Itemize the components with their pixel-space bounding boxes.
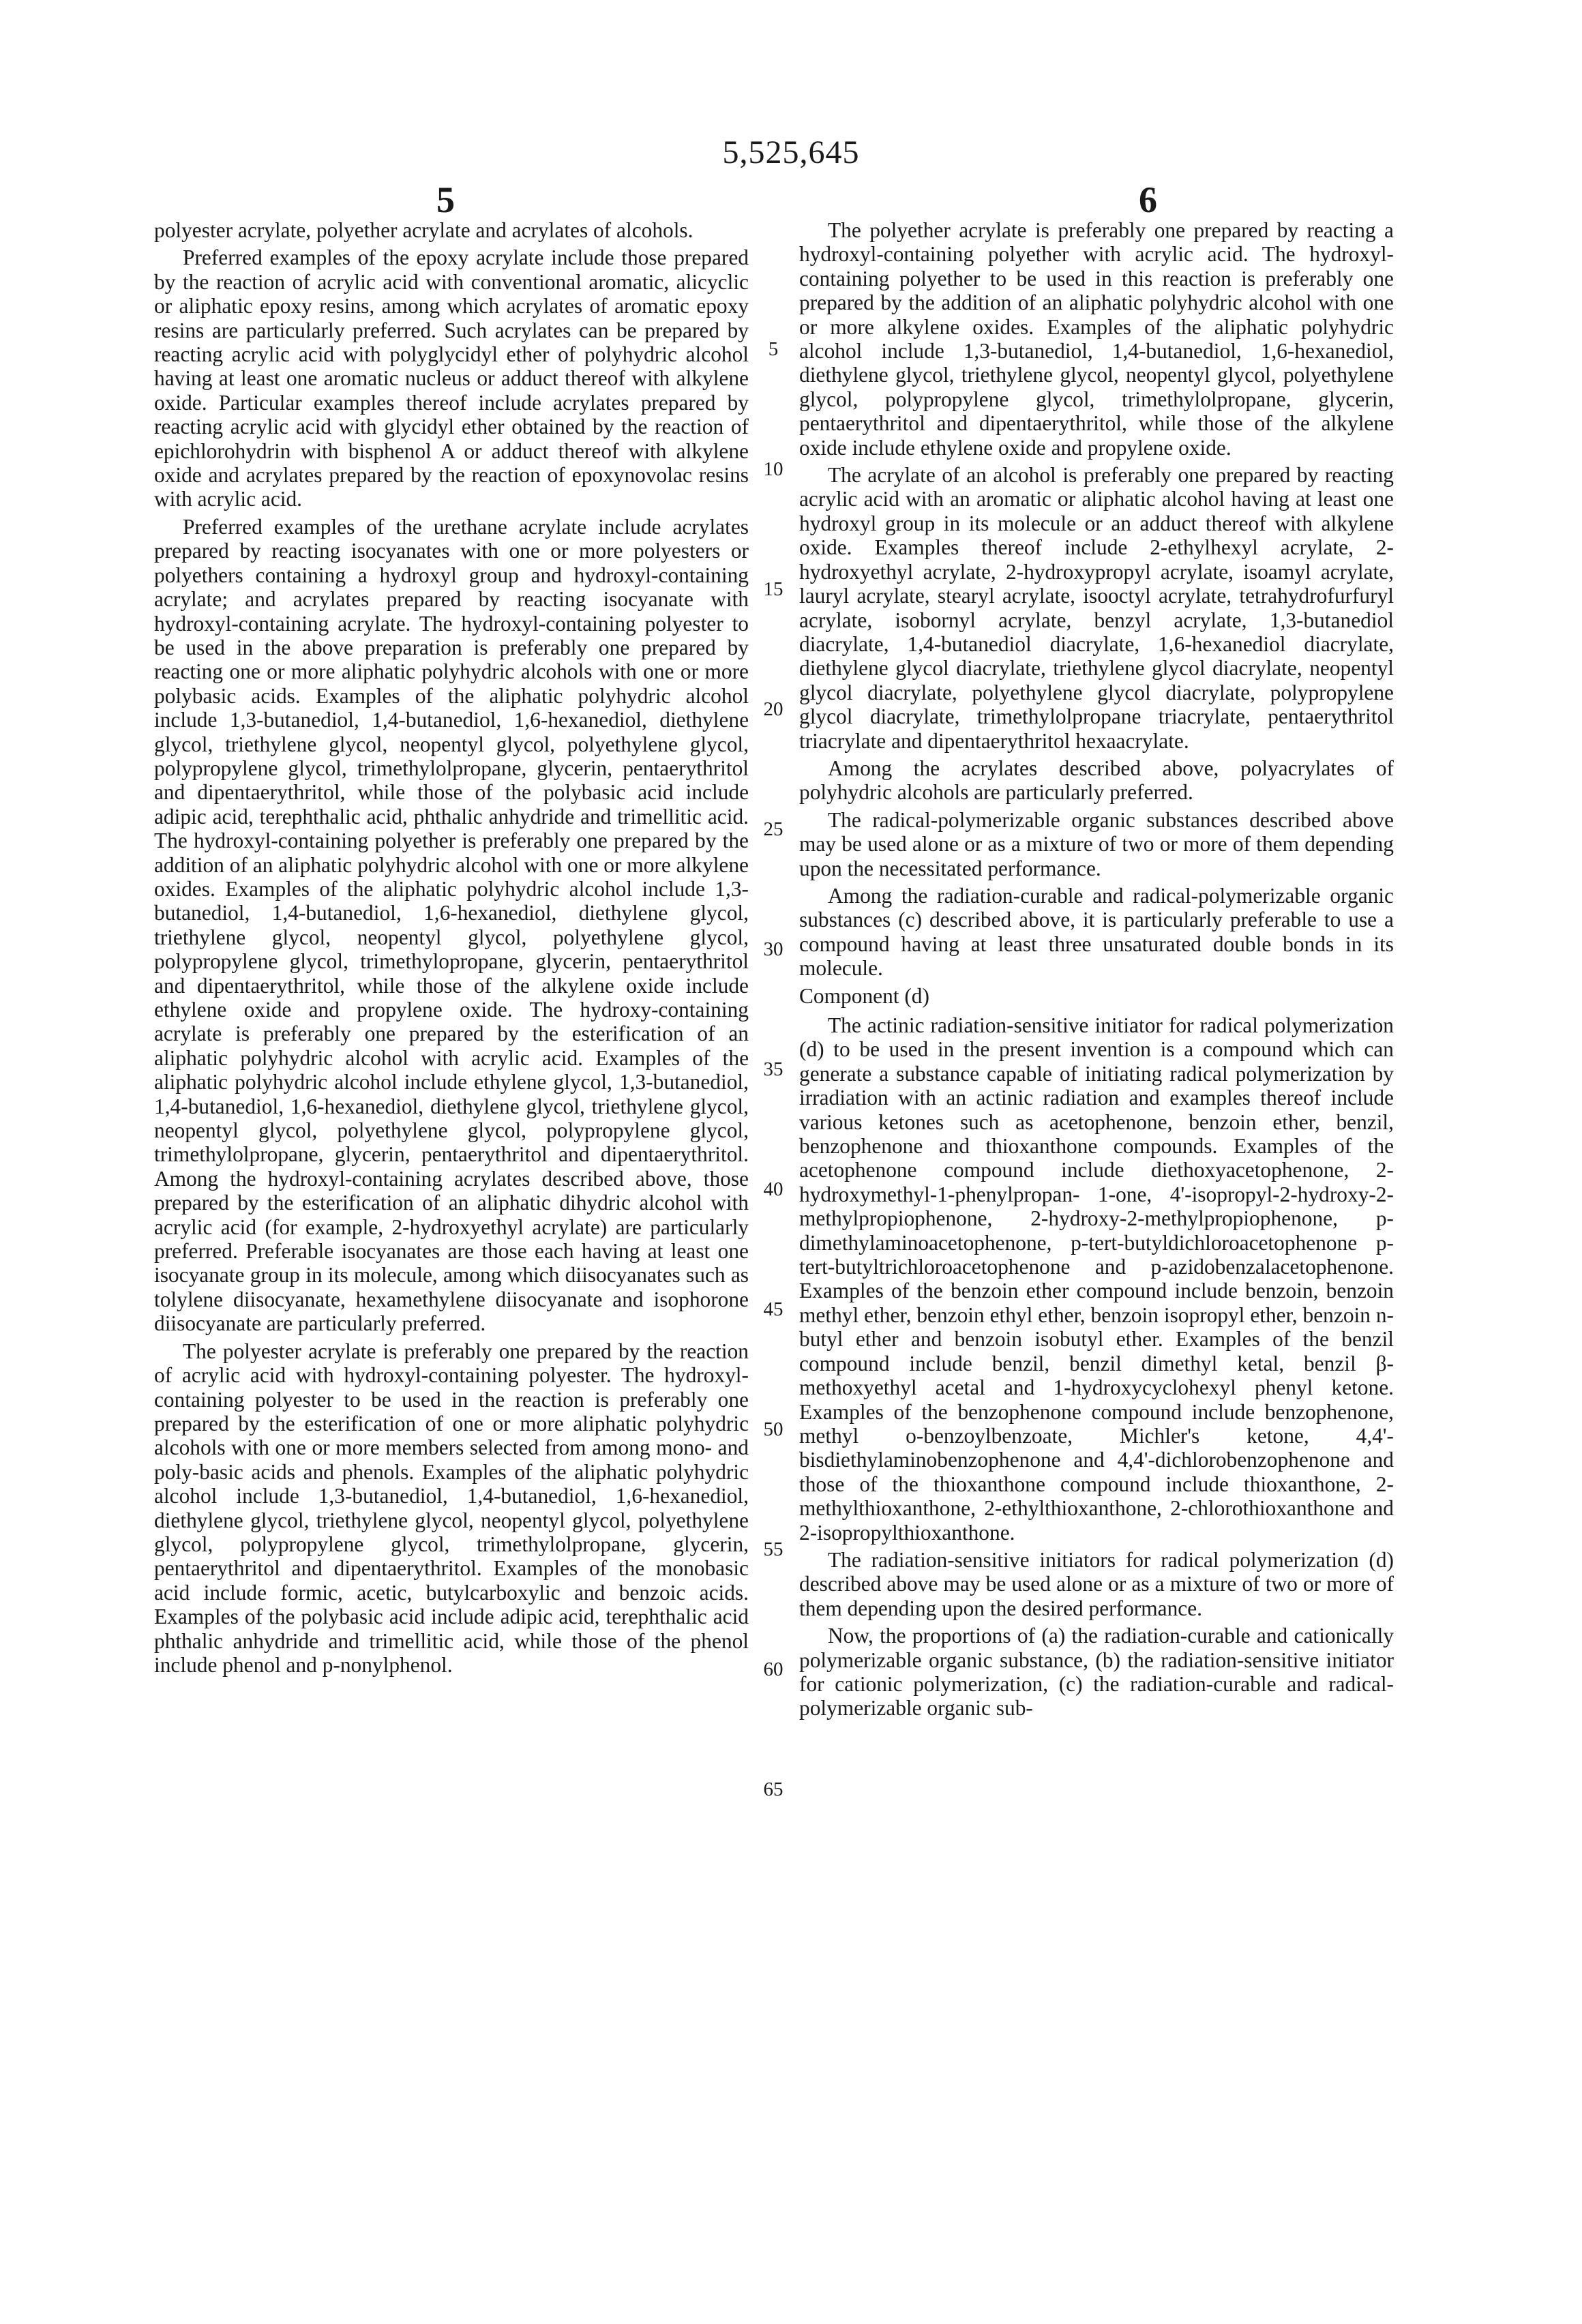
paragraph: The actinic radiation-sensitive initiator for radical polymerization (d) to be used in the present invention is a compound which can generate a substance capable of initiating radical polymerization by irradiation with an actinic radiation and examples thereof include various ketones such as acetophenone, benzoin ether, benzil, benzophenone and thioxanthone compounds. Examples of the acetophenone compound include diethoxyacetophenone, 2-hydroxymethyl-1-phenylpropan- 1-one, 4'-isopropyl-2-hydroxy-2-methylpropiophenone, 2-hydroxy-2-methylpropiophenone, p-dimethylaminoacetophenone, p-tert-butyldichloroacetophenone p-tert-butyltrichloroacetophenone and p-azidobenzalacetophenone. Examples of the benzoin ether compound include benzoin, benzoin methyl ether, benzoin ethyl ether, benzoin isopropyl ether, benzoin n-butyl ether and benzoin isobutyl ether. Examples of the benzil compound include benzil, benzil dimethyl ketal, benzil β-methoxyethyl acetal and 1-hydroxycyclohexyl phenyl ketone. Examples of the benzophenone compound include benzophenone, methyl o-benzoylbenzoate, Michler's ketone, 4,4'-bisdiethylaminobenzophenone and 4,4'-dichlorobenzophenone and those of the thioxanthone compound include thioxanthone, 2-methylthioxanthone, 2-ethylthioxanthone, 2-chlorothioxanthone and 2-isopropylthioxanthone. — [799, 1013, 1394, 1545]
paragraph: The polyether acrylate is preferably one prepared by reacting a hydroxyl-containing polyether with acrylic acid. The hydroxyl-containing polyether to be used in this reaction is preferably one prepared by the addition of an aliphatic polyhydric alcohol with one or more alkylene oxides. Examples of the aliphatic polyhydric alcohol include 1,3-butanediol, 1,4-butanediol, 1,6-hexanediol, diethylene glycol, triethylene glycol, neopentyl glycol, polyethylene glycol, polypropylene glycol, trimethylolpropane, glycerin, pentaerythritol and dipentaerythritol, while those of the alkylene oxide include ethylene oxide and propylene oxide. — [799, 218, 1394, 460]
patent-number: 5,525,645 — [0, 134, 1582, 171]
page-number-left: 5 — [436, 179, 455, 221]
line-number: 10 — [758, 458, 788, 481]
line-number: 50 — [758, 1418, 788, 1441]
page-number-right: 6 — [1139, 179, 1157, 221]
line-number: 5 — [758, 338, 788, 361]
line-number: 60 — [758, 1658, 788, 1681]
left-column — [154, 218, 749, 1680]
paragraph: Preferred examples of the urethane acrylate include acrylates prepared by reacting isocyanates with one or more polyesters or polyethers containing a hydroxyl group and hydroxyl-containing acrylate; and acrylates prepared by reacting isocyanate with hydroxyl-containing acrylate. The hydroxyl-containing polyester to be used in the above preparation is preferably one prepared by reacting one or more aliphatic polyhydric alcohols with one or more polybasic acids. Examples of the aliphatic polyhydric alcohol include 1,3-butanediol, 1,4-butanediol, 1,6-hexanediol, diethylene glycol, triethylene glycol, neopentyl glycol, polyethylene glycol, polypropylene glycol, trimethylolpropane, glycerin, pentaerythritol and dipentaerythritol, while those of the polybasic acid include adipic acid, terephthalic acid, phthalic anhydride and trimellitic acid. The hydroxyl-containing polyether is preferably one prepared by the addition of an aliphatic polyhydric alcohol with one or more alkylene oxides. Examples of the aliphatic polyhydric alcohol include 1,3-butanediol, 1,4-butanediol, 1,6-hexanediol, diethylene glycol, triethylene glycol, neopentyl glycol, polyethylene glycol, polypropylene glycol, trimethylopropane, glycerin, pentaerythritol and dipentaerythritol, while those of the alkylene oxide include ethylene oxide and propylene oxide. The hydroxy-containing acrylate is preferably one prepared by the esterification of an aliphatic polyhydric alcohol with acrylic acid. Examples of the aliphatic polyhydric alcohol include ethylene glycol, 1,3-butanediol, 1,4-butanediol, 1,6-hexanediol, diethylene glycol, triethylene glycol, neopentyl glycol, polyethylene glycol, polypropylene glycol, trimethylolpropane, glycerin, pentaerythritol and dipentaerythritol. Among the hydroxyl-containing acrylates described above, those prepared by the esterification of an aliphatic dihydric alcohol with acrylic acid (for example, 2-hydroxyethyl acrylate) are particularly preferred. Preferable isocyanates are those each having at least one isocyanate group in its molecule, among which diisocyanates such as tolylene diisocyanate, hexamethylene diisocyanate and isophorone diisocyanate are particularly preferred. — [154, 515, 749, 1336]
paragraph: The polyester acrylate is preferably one prepared by the reaction of acrylic acid with hydroxyl-containing polyester. The hydroxyl-containing polyester to be used in the reaction is preferably one prepared by the esterification of one or more aliphatic polyhydric alcohols with one or more members selected from among mono- and poly-basic acids and phenols. Examples of the aliphatic polyhydric alcohol include 1,3-butanediol, 1,4-butanediol, 1,6-hexanediol, diethylene glycol, triethylene glycol, neopentyl glycol, polyethylene glycol, polypropylene glycol, trimethylolpropane, glycerin, pentaerythritol and dipentaerythritol. Examples of the monobasic acid include formic, acetic, butylcarboxylic and benzoic acids. Examples of the polybasic acid include adipic acid, terephthalic acid phthalic anhydride and trimellitic acid, while those of the phenol include phenol and p-nonylphenol. — [154, 1339, 749, 1678]
line-number: 35 — [758, 1058, 788, 1081]
line-number: 40 — [758, 1178, 788, 1201]
paragraph: Among the radiation-curable and radical-polymerizable organic substances (c) described above, it is particularly preferable to use a compound having at least three unsaturated double bonds in its molecule. — [799, 884, 1394, 981]
line-number: 65 — [758, 1778, 788, 1801]
line-number: 55 — [758, 1538, 788, 1561]
paragraph: The radical-polymerizable organic substances described above may be used alone or as a mixture of two or more of them depending upon the necessitated performance. — [799, 808, 1394, 880]
paragraph: The acrylate of an alcohol is preferably one prepared by reacting acrylic acid with an aromatic or aliphatic alcohol having at least one hydroxyl group in its molecule or an adduct thereof with alkylene oxide. Examples thereof include 2-ethylhexyl acrylate, 2-hydroxyethyl acrylate, 2-hydroxypropyl acrylate, isoamyl acrylate, lauryl acrylate, stearyl acrylate, isooctyl acrylate, tetrahydrofurfuryl acrylate, isobornyl acrylate, benzyl acrylate, 1,3-butanediol diacrylate, 1,4-butanediol diacrylate, 1,6-hexanediol diacrylate, diethylene glycol diacrylate, triethylene glycol diacrylate, neopentyl glycol diacrylate, polyethylene glycol diacrylate, polypropylene glycol diacrylate, trimethylolpropane triacrylate, pentaerythritol triacrylate and dipentaerythritol hexaacrylate. — [799, 463, 1394, 753]
paragraph: The radiation-sensitive initiators for radical polymerization (d) described above may be used alone or as a mixture of two or more of them depending upon the desired performance. — [799, 1548, 1394, 1620]
line-number: 15 — [758, 578, 788, 601]
section-heading: Component (d) — [799, 984, 1394, 1008]
paragraph: Preferred examples of the epoxy acrylate include those prepared by the reaction of acrylic acid with conventional aromatic, alicyclic or aliphatic epoxy resins, among which acrylates of aromatic epoxy resins are particularly preferred. Such acrylates can be prepared by reacting acrylic acid with polyglycidyl ether of polyhydric alcohol having at least one aromatic nucleus or adduct thereof with alkylene oxide. Particular examples thereof include acrylates prepared by reacting acrylic acid with glycidyl ether obtained by the reaction of epichlorohydrin with bisphenol A or adduct thereof with alkylene oxide and acrylates prepared by the reaction of epoxynovolac resins with acrylic acid. — [154, 245, 749, 511]
line-number: 45 — [758, 1298, 788, 1321]
right-column — [799, 218, 1394, 1724]
line-number: 20 — [758, 698, 788, 721]
line-number: 25 — [758, 818, 788, 841]
paragraph: polyester acrylate, polyether acrylate and acrylates of alcohols. — [154, 218, 749, 242]
paragraph: Among the acrylates described above, polyacrylates of polyhydric alcohols are particularly preferred. — [799, 756, 1394, 805]
paragraph: Now, the proportions of (a) the radiation-curable and cationically polymerizable organic substance, (b) the radiation-sensitive initiator for cationic polymerization, (c) the radiation-curable and radical-polymerizable organic sub- — [799, 1624, 1394, 1720]
line-number: 30 — [758, 938, 788, 961]
